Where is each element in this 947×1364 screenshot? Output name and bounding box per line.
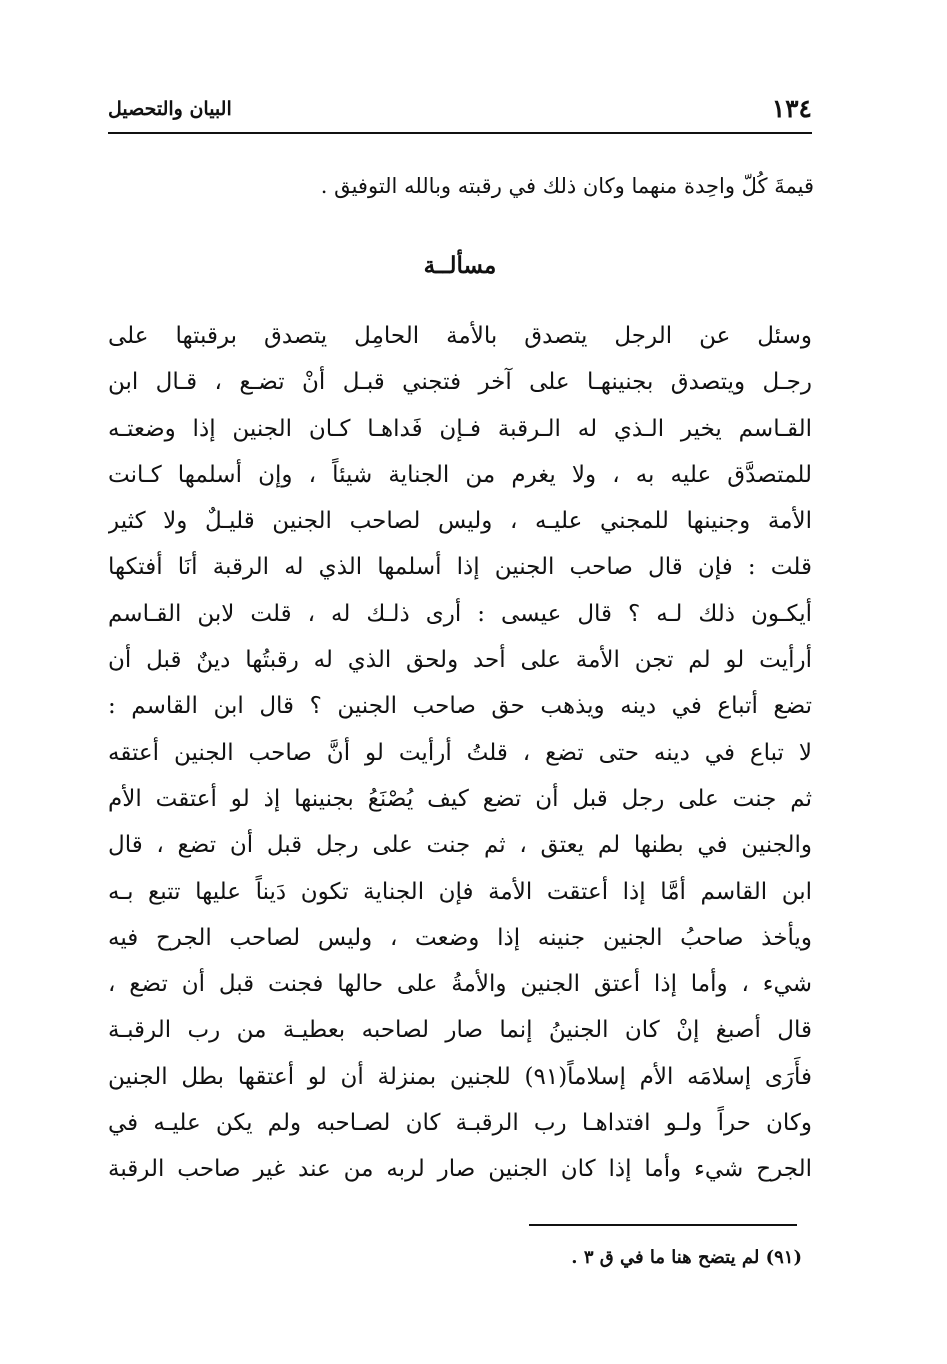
body-text	[108, 313, 812, 1193]
body-line: والجنين في بطنها لم يعتق ، ثم جنت على رجل قبل أن تضع ، قال	[108, 832, 812, 859]
body-line: قال أصبغ إنْ كان الجنينُ إنما صار لصاحبه بعطيـة من رب الرقبـة	[108, 1017, 812, 1044]
body-line: ويأخذ صاحبُ الجنين جنينه إذا وضعت ، وليس لصاحب الجرح فيه	[108, 924, 812, 951]
body-line: تضع أتباع في دينه ويذهب حق صاحب الجنين ؟ قال ابن القاسم :	[108, 693, 812, 720]
body-line: قلت : فإن قال صاحب الجنين إذا أسلمها الذي له الرقبة أنَا أفتكها	[108, 554, 812, 581]
continuation-line: قيمةَ كُلّ واحِدة منهما وكان ذلك في رقبته وبالله التوفيق .	[320, 174, 814, 198]
header-divider	[108, 132, 812, 134]
running-title: البيان والتحصيل	[108, 98, 232, 120]
body-line: ابن القاسم أمَّا إذا أعتقت الأمة فإن الجناية تكون دَيناً عليها تتبع بـه	[108, 878, 812, 905]
body-line: ثم جنت على رجل قبل أن تضع كيف يُصْنَعُ بجنينها إذ لو أعتقت الأم	[108, 785, 812, 812]
body-line: رجـل ويتصدق بجنينهـا على آخر فتجني قبـل أنْ تضـع ، قـال ابن	[108, 369, 812, 396]
body-line: أرأيت لو لم تجن الأمة على أحد ولحق الذي له رقبتُها دينٌ قبل أن	[108, 647, 812, 674]
body-line: الجرح شيء وأما إذا كان الجنين صار لربه من عند غير صاحب الرقبة	[108, 1156, 812, 1183]
body-line: لا تباع في دينه حتى تضع ، قلتُ أرأيت لو أنَّ صاحب الجنين أعتقه	[108, 739, 812, 766]
body-line: للمتصدَّق عليه به ، ولا يغرم من الجناية شيئاً ، وإن أسلمها كـانت	[108, 461, 812, 488]
body-line: القـاسم يخير الـذي له الـرقبة فـإن فَداهـا كـان الجنين إذا وضعتـه	[108, 415, 812, 442]
page-number: ١٣٤	[771, 94, 812, 123]
page-header	[108, 92, 812, 132]
footnote-divider	[529, 1224, 797, 1226]
footnote: (٩١) لم يتضح هنا ما في ق ٣ .	[571, 1247, 802, 1268]
body-line: أيكـون ذلك لـه ؟ قال عيسى : أرى ذلـك له ، قلت لابن القـاسم	[108, 600, 812, 627]
body-line: وسئل عن الرجل يتصدق بالأمة الحامِل يتصدق برقبتها على	[108, 323, 812, 349]
section-heading: مسألــة	[423, 252, 497, 279]
body-line: شيء ، وأما إذا أعتق الجنين والأمةُ على حالها فجنت قبل أن تضع ،	[108, 971, 812, 998]
body-line: فأَرَى إسلامَه الأم إسلاماً(٩١) للجنين بمنزلة أن لو أعتقها بطل الجنين	[108, 1063, 812, 1090]
body-line: وكان حراً ولـو افتداهـا رب الرقبـة كان لصـاحبه ولم يكن عليـه في	[108, 1110, 812, 1137]
body-line: الأمة وجنينها للمجني عليـه ، وليس لصاحب الجنين قليـلٌ ولا كثير	[108, 508, 812, 535]
